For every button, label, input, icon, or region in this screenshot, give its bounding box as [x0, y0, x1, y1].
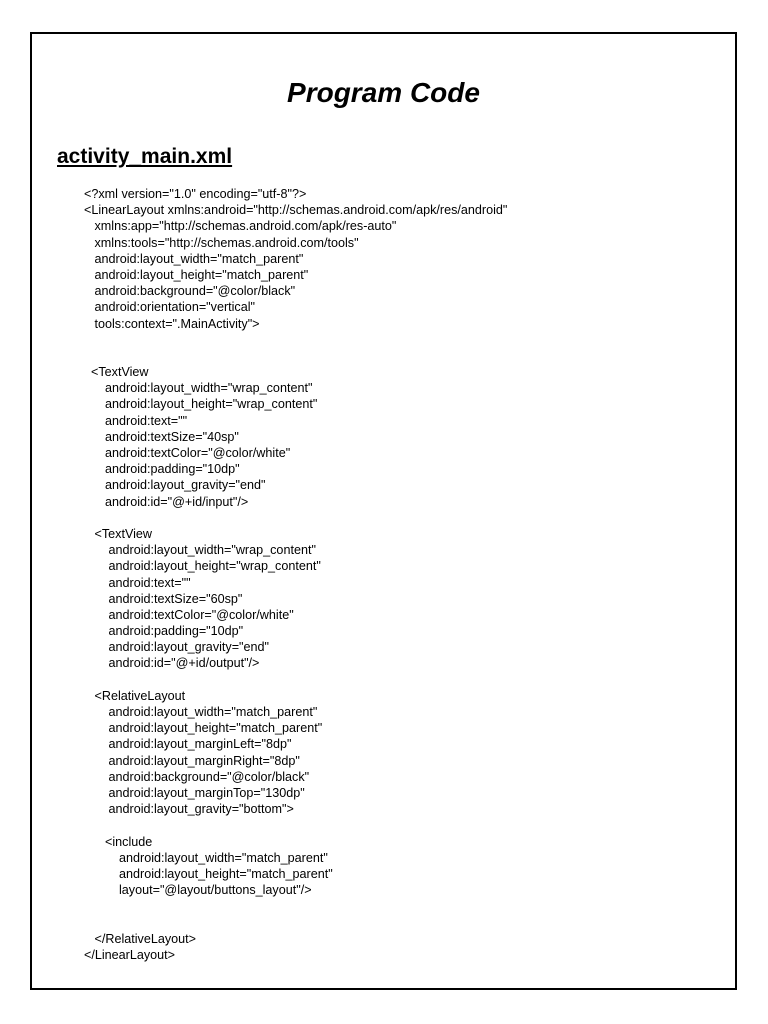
code-line: android:layout_height="match_parent" [84, 267, 309, 282]
code-line: <include [84, 834, 153, 849]
code-line: android:text="" [84, 575, 191, 590]
code-line: android:layout_width="match_parent" [84, 251, 304, 266]
page-frame [30, 32, 737, 990]
code-line [84, 817, 507, 833]
code-line: android:textColor="@color/white" [84, 607, 294, 622]
page-title: Program Code [287, 77, 480, 108]
code-line: layout="@layout/buttons_layout"/> [84, 883, 312, 898]
code-line: android:layout_marginLeft="8dp" [84, 737, 292, 752]
code-line: <RelativeLayout [84, 688, 186, 703]
code-line: android:id="@+id/output"/> [84, 656, 260, 671]
code-line: android:text="" [84, 413, 188, 428]
code-line: android:padding="10dp" [84, 462, 240, 477]
code-line: <LinearLayout xmlns:android="http://schemas.android.com/apk/res/android" [84, 203, 508, 218]
code-line: android:layout_gravity="end" [84, 478, 266, 493]
code-line: android:padding="10dp" [84, 624, 244, 639]
code-line: android:layout_marginTop="130dp" [84, 785, 305, 800]
code-line: android:orientation="vertical" [84, 300, 256, 315]
code-line: android:background="@color/black" [84, 769, 310, 784]
code-line: android:textSize="60sp" [84, 591, 243, 606]
code-line: android:background="@color/black" [84, 284, 296, 299]
code-line: android:layout_gravity="bottom"> [84, 802, 294, 817]
code-line: android:textColor="@color/white" [84, 446, 291, 460]
code-line: android:textSize="40sp" [84, 429, 239, 444]
code-line: android:layout_width="wrap_content" [84, 543, 316, 558]
code-line: android:layout_height="match_parent" [84, 866, 333, 881]
code-line: tools:context=".MainActivity"> [84, 316, 260, 331]
code-line: android:layout_width="match_parent" [84, 850, 328, 865]
code-block [84, 186, 507, 963]
code-line [84, 672, 507, 688]
code-line: android:layout_marginRight="8dp" [84, 753, 300, 768]
code-line: android:layout_gravity="end" [84, 640, 270, 655]
code-line: android:layout_height="wrap_content" [84, 559, 321, 574]
code-line: <?xml version="1.0" encoding="utf-8"?> [84, 187, 307, 201]
code-line: android:layout_width="wrap_content" [84, 381, 313, 396]
code-line: </LinearLayout> [84, 947, 176, 962]
code-line: <TextView [84, 526, 153, 541]
code-line [84, 898, 507, 914]
file-heading: activity_main.xml [57, 145, 233, 168]
code-line: xmlns:app="http://schemas.android.com/apk/res-auto" [84, 219, 397, 234]
code-line: <TextView [84, 365, 149, 380]
code-line [84, 510, 507, 526]
code-line: </RelativeLayout> [84, 931, 197, 946]
code-line [84, 914, 507, 930]
code-line: android:layout_height="match_parent" [84, 721, 323, 736]
code-line: xmlns:tools="http://schemas.android.com/tools" [84, 235, 359, 250]
code-line: android:layout_width="match_parent" [84, 705, 318, 719]
code-line: android:layout_height="wrap_content" [84, 397, 318, 412]
code-line: android:id="@+id/input"/> [84, 494, 249, 509]
code-line [84, 348, 507, 364]
code-line [84, 332, 507, 348]
